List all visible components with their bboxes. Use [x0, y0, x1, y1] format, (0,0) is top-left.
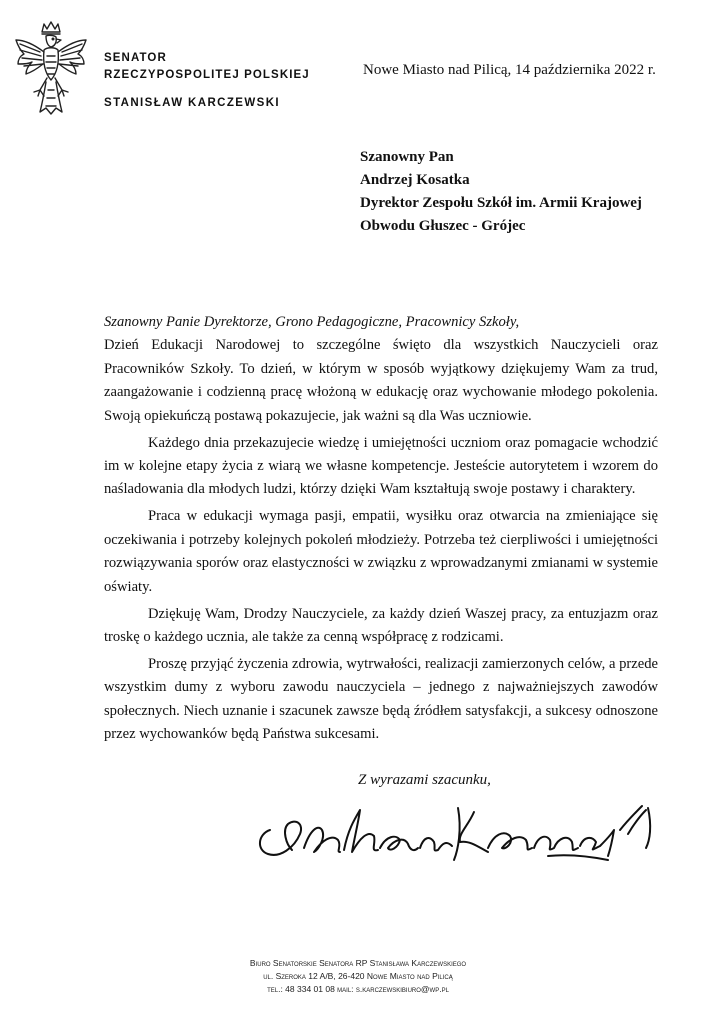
- recipient-line2: Andrzej Kosatka: [360, 172, 470, 188]
- letterhead: [104, 50, 310, 112]
- recipient-line4: Obwodu Głuszec - Grójec: [360, 218, 526, 234]
- recipient-line3: Dyrektor Zespołu Szkół im. Armii Krajowej: [360, 195, 642, 211]
- date-line: Nowe Miasto nad Pilicą, 14 października 2022 r.: [363, 62, 656, 78]
- letterhead-title-line2: RZECZYPOSPOLITEJ POLSKIEJ: [104, 69, 310, 81]
- paragraph-4: Dziękuję Wam, Drodzy Nauczyciele, za każdy dzień Waszej pracy, za entuzjazm oraz troskę o każdego ucznia, ale także za cenną współpracę z rodzicami.: [104, 605, 658, 646]
- letterhead-sender-name: STANISŁAW KARCZEWSKI: [104, 97, 281, 109]
- footer: [0, 957, 716, 996]
- paragraph-1: Dzień Edukacji Narodowej to szczególne święto dla wszystkich Nauczycieli oraz Pracowników Szkoły. To dzień, w którym w sposób wyjątkowy dziękujemy Wam za trud, zaangażowanie i codzienną pracę włożoną w edukację oraz wychowanie młodego pokolenia. Swoją opiekuńczą postawą pokazujecie, jak ważni są dla Was uczniowie.: [104, 337, 658, 424]
- footer-line3: tel.: 48 334 01 08 mail: s.karczewskibiuro@wp.pl: [267, 984, 449, 994]
- recipient-block: [360, 146, 642, 238]
- closing: Z wyrazami szacunku,: [358, 772, 491, 788]
- letterhead-title-line1: SENATOR: [104, 52, 167, 64]
- paragraph-5: Proszę przyjąć życzenia zdrowia, wytrwałości, realizacji zamierzonych celów, a przede wszystkim dumy z wyboru zawodu nauczyciela – jednego z najważniejszych zawodów społecznych. Niech uznanie i szacunek zawsze będą źródłem satysfakcji, a sukcesy odnoszone przez wychowanków będą Państwa sukcesami.: [104, 656, 658, 743]
- paragraph-2: Każdego dnia przekazujecie wiedzę i umiejętności uczniom oraz pomagacie wchodzić im w kolejne etapy życia z wiarą we własne kompetencje. Jesteście autorytetem i wzorem do naśladowania dla młodych ludzi, którzy dzięki Wam kształtują swoje postawy i charaktery.: [104, 434, 658, 498]
- footer-line2: ul. Szeroka 12 A/B, 26-420 Nowe Miasto nad Pilicą: [263, 971, 453, 981]
- signature-image: [248, 790, 688, 880]
- recipient-line1: Szanowny Pan: [360, 149, 454, 165]
- footer-line1: Biuro Senatorskie Senatora RP Stanisława Karczewskiego: [249, 958, 467, 968]
- salutation: Szanowny Panie Dyrektorze, Grono Pedagogiczne, Pracownicy Szkoły,: [104, 314, 520, 330]
- paragraph-3: Praca w edukacji wymaga pasji, empatii, wysiłku oraz otwarcia na zmieniające się oczekiwania i potrzeby kolejnych pokoleń młodzieży. Potrzeba też cierpliwości i umiejętności rozwiązywania sporów oraz elastyczności w związku z wprowadzanymi zmianami w systemie oświaty.: [104, 508, 658, 595]
- letter-body: [104, 311, 658, 747]
- eagle-emblem-icon: [10, 20, 92, 116]
